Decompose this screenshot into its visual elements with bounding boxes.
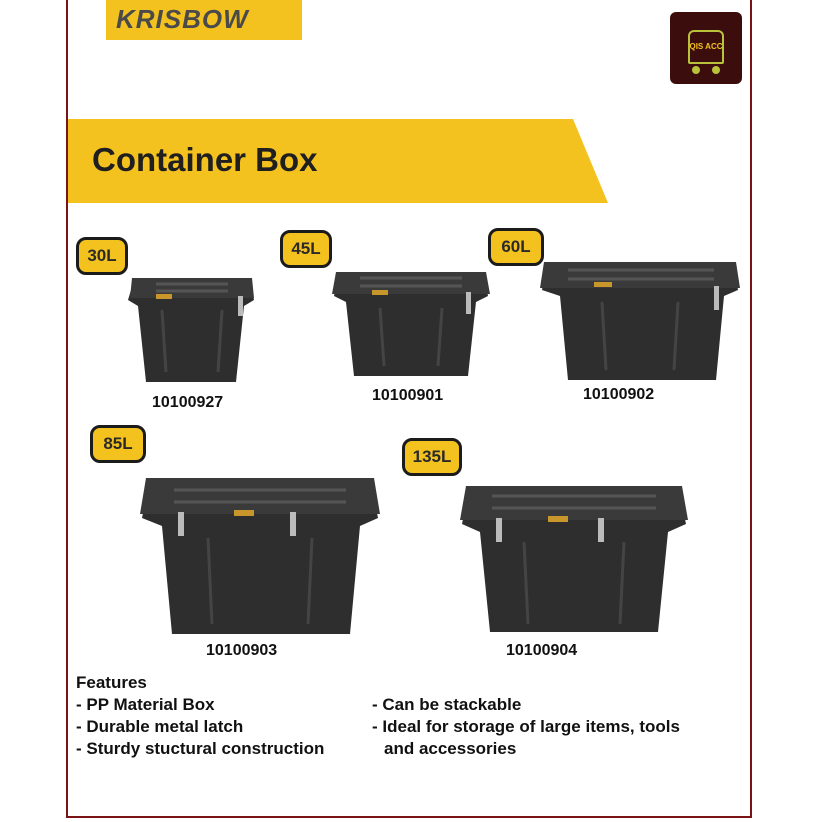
size-badge-45l: 45L	[280, 230, 332, 268]
store-logo	[670, 12, 742, 84]
size-badge-85l: 85L	[90, 425, 146, 463]
brand-name: KRISBOW	[116, 4, 249, 34]
features-left	[76, 672, 324, 760]
product-code-45l: 10100901	[372, 387, 444, 404]
features-right	[372, 694, 680, 760]
container-box-85l	[138, 468, 382, 640]
brand-logo	[106, 0, 302, 40]
container-box-60l	[538, 252, 742, 384]
product-code-60l: 10100902	[583, 386, 655, 403]
feature-item: - Can be stackable	[372, 695, 522, 714]
store-logo-text: QIS ACC	[689, 42, 723, 51]
cart-wheel-icon	[692, 66, 700, 74]
feature-item: - Sturdy stuctural construction	[76, 739, 325, 758]
product-code-135l: 10100904	[506, 642, 578, 659]
feature-item: - Durable metal latch	[76, 717, 244, 736]
cart-wheel-icon	[712, 66, 720, 74]
container-box-135l	[458, 476, 690, 638]
feature-item: and accessories	[384, 739, 517, 758]
size-badge-135l: 135L	[402, 438, 462, 476]
size-badge-30l: 30L	[76, 237, 128, 275]
title-banner	[68, 119, 608, 203]
size-badge-60l: 60L	[488, 228, 544, 266]
feature-item: - PP Material Box	[76, 695, 215, 714]
container-box-45l	[330, 262, 492, 380]
features-heading: Features	[76, 673, 147, 692]
page-title: Container Box	[92, 141, 318, 178]
feature-item: - Ideal for storage of large items, tools	[372, 717, 680, 736]
container-box-30l	[126, 268, 258, 388]
product-code-30l: 10100927	[152, 394, 224, 411]
product-code-85l: 10100903	[206, 642, 278, 659]
